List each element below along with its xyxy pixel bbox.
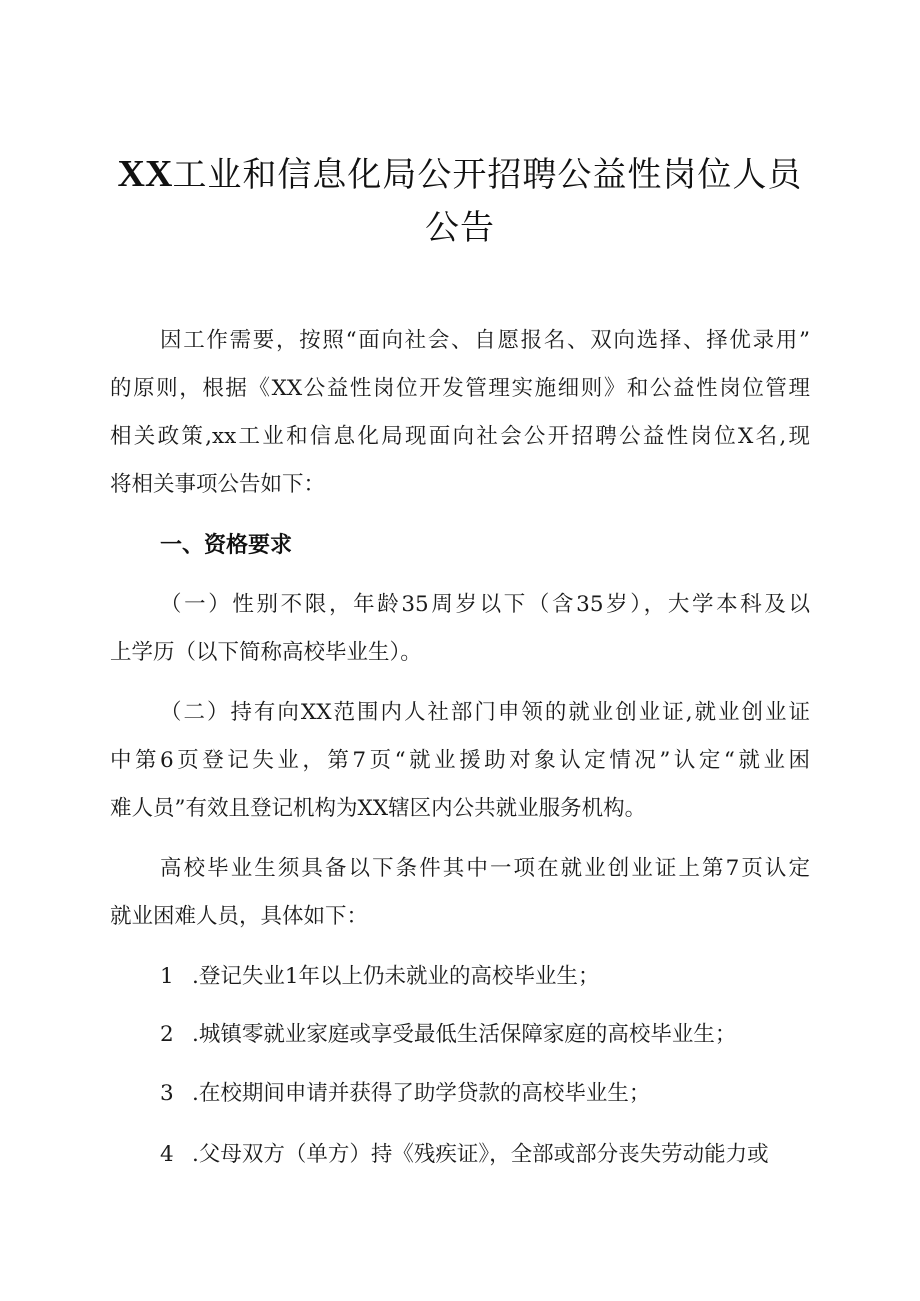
intro-line-2: 的原则，根据《XX公益性岗位开发管理实施细则》和公益性岗位管理 (110, 376, 810, 401)
condition-number: 2 (160, 1022, 174, 1047)
condition-item-3 (160, 1079, 810, 1109)
condition-text: .父母双方（单方）持《残疾证》，全部或部分丧失劳动能力或 (192, 1142, 769, 1167)
item-2-line-2: 中第6页登记失业，第7页“就业援助对象认定情况”认定“就业困 (110, 748, 810, 773)
conditions-intro-line-1: 高校毕业生须具备以下条件其中一项在就业创业证上第7页认定 (160, 856, 810, 881)
conditions-intro-line-2: 就业困难人员，具体如下： (110, 904, 369, 929)
condition-number: 4 (160, 1142, 174, 1167)
item-2-line-3: 难人员”有效且登记机构为XX辖区内公共就业服务机构。 (110, 796, 647, 821)
condition-text: .城镇零就业家庭或享受最低生活保障家庭的高校毕业生； (192, 1022, 737, 1047)
condition-number: 1 (160, 964, 174, 989)
item-2-line-1: （二）持有向XX范围内人社部门申领的就业创业证,就业创业证 (160, 700, 810, 725)
document-title-line-1 (100, 146, 820, 203)
intro-line-4: 将相关事项公告如下： (110, 472, 326, 497)
document-title-line-2: 公告 (425, 208, 495, 248)
title-text: 工业和信息化局公开招聘公益性岗位人员 (172, 155, 803, 195)
item-1-line-1: （一）性别不限，年龄35周岁以下（含35岁），大学本科及以 (160, 592, 810, 617)
title-prefix: XX (117, 153, 173, 195)
condition-item-2 (160, 1020, 810, 1050)
condition-text: .在校期间申请并获得了助学贷款的高校毕业生； (192, 1081, 651, 1106)
intro-line-1: 因工作需要，按照“面向社会、自愿报名、双向选择、择优录用” (160, 328, 810, 353)
condition-item-1 (160, 962, 810, 992)
condition-number: 3 (160, 1081, 174, 1106)
condition-item-4 (160, 1140, 810, 1170)
intro-line-3: 相关政策,xx工业和信息化局现面向社会公开招聘公益性岗位X名,现 (110, 424, 810, 449)
section-heading: 一、资格要求 (160, 533, 293, 558)
item-1-line-2: 上学历（以下简称高校毕业生）。 (110, 640, 422, 665)
condition-text: .登记失业1年以上仍未就业的高校毕业生； (192, 964, 600, 989)
